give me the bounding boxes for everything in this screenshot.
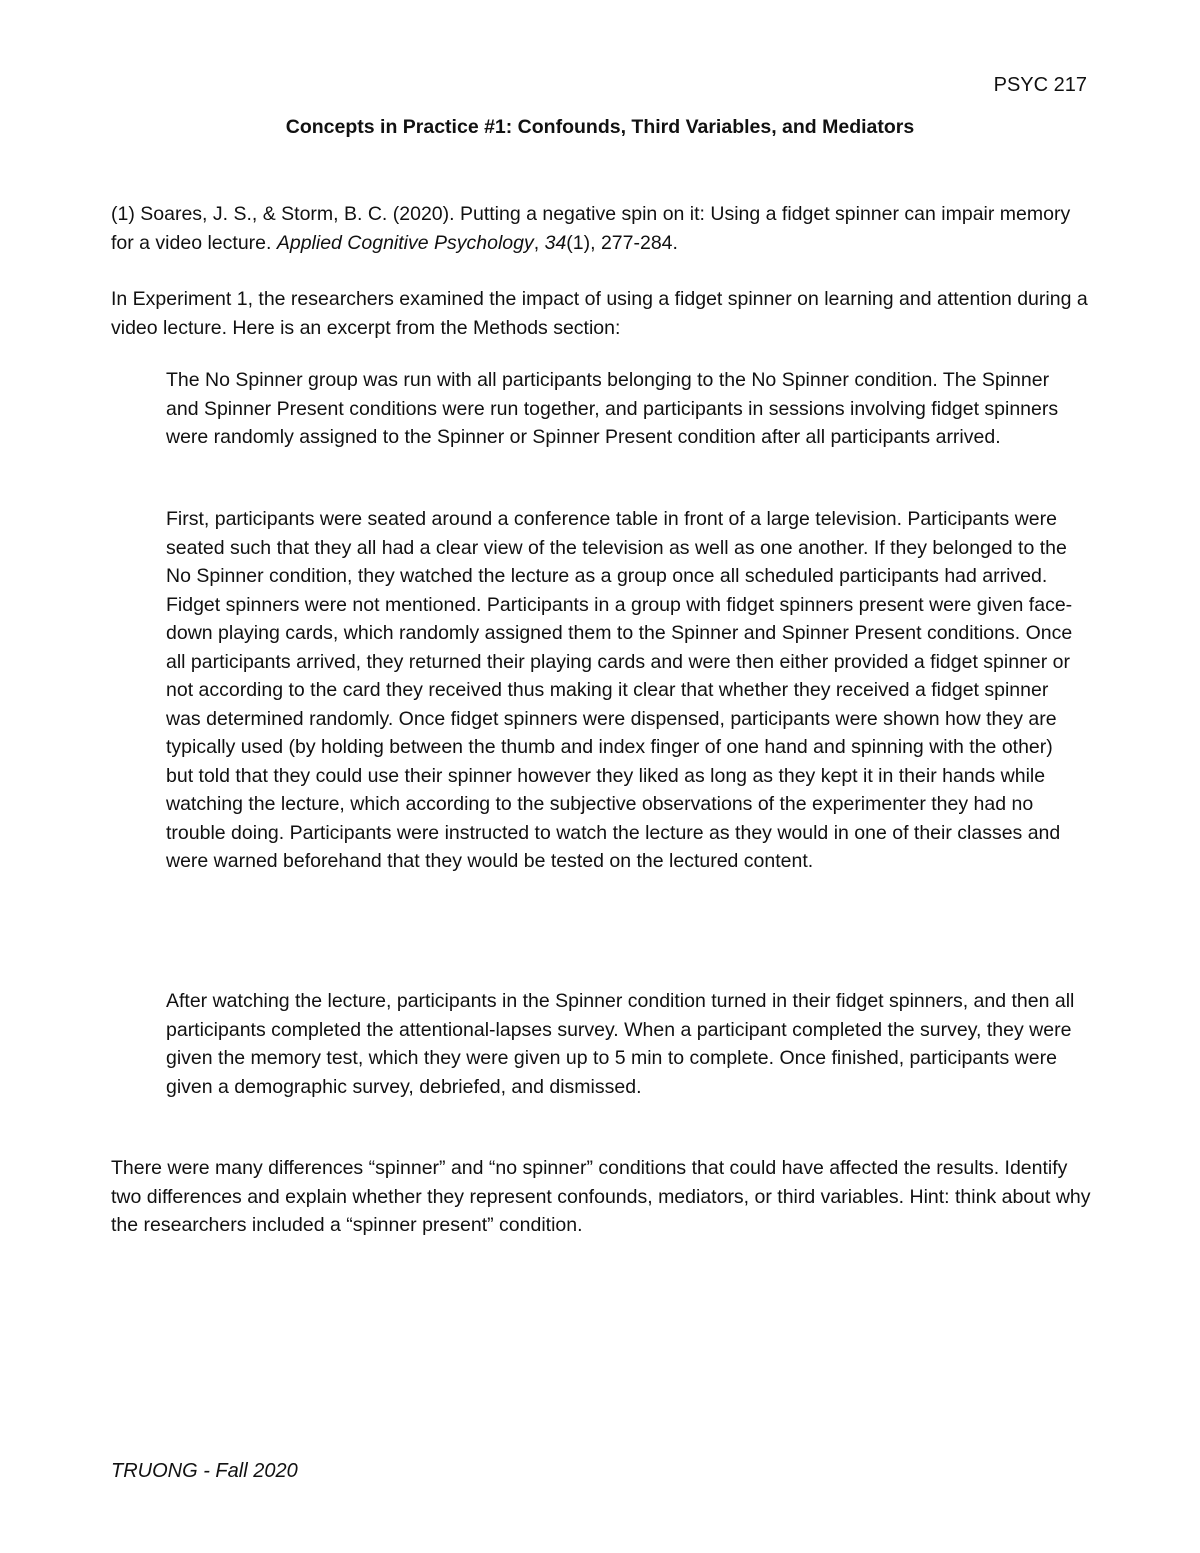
citation-volume: 34 [544, 231, 567, 254]
excerpt-paragraph-2: First, participants were seated around a conference table in front of a large television. Participants were seated such that they all had a clear view of the television as well as one another. If they belonged to the No Spinner condition, they watched the lecture as a group once all scheduled participants had arrived. Fidget spinners were not mentioned. Participants in a group with fidget spinners present were given face-down playing cards, which randomly assigned them to the Spinner and Spinner Present conditions. Once all participants arrived, they returned their playing cards and were then either provided a fidget spinner or not according to the card they received thus making it clear that whether they received a fidget spinner was determined randomly. Once fidget spinners were dispensed, participants were shown how they are typically used (by holding between the thumb and index finger of one hand and spinning with the other) but told that they could use their spinner however they liked as long as they kept it in their hands while watching the lecture, which according to the subjective observations of the experimenter they had no trouble doing. Participants were instructed to watch the lecture as they would in one of their classes and were warned beforehand that they would be tested on the lectured content. [166, 508, 1073, 872]
citation [111, 200, 1096, 257]
footer: TRUONG - Fall 2020 [111, 1460, 298, 1482]
citation-number: (1) [111, 203, 135, 225]
citation-journal: Applied Cognitive Psychology [276, 231, 534, 254]
citation-authors: Soares, J. S., & Storm, B. C. (2020). [140, 203, 455, 225]
citation-article-title: Putting a negative spin on it: Using a fidget spinner can impair memory for a video lecture. [111, 203, 1071, 254]
excerpt-paragraph-3: After watching the lecture, participants in the Spinner condition turned in their fidget spinners, and then all participants completed the attentional-lapses survey. When a participant completed the survey, they were given the memory test, which they were given up to 5 min to complete. Once finished, participants were given a demographic survey, debriefed, and dismissed. [166, 990, 1075, 1098]
citation-issue-pages: (1), 277-284. [566, 231, 678, 254]
citation-separator: , [533, 231, 540, 254]
course-code: PSYC 217 [993, 74, 1087, 96]
page-title: Concepts in Practice #1: Confounds, Third Variables, and Mediators [285, 116, 915, 138]
excerpt-paragraph-1: The No Spinner group was run with all participants belonging to the No Spinner condition. The Spinner and Spinner Present conditions were run together, and participants in sessions involving fidget spinners were randomly assigned to the Spinner or Spinner Present condition after all participants arrived. [166, 369, 1059, 448]
question-paragraph: There were many differences “spinner” and “no spinner” conditions that could have affected the results. Identify two differences and explain whether they represent confounds, mediators, or third variables. Hint: think about why the researchers included a “spinner present” condition. [111, 1157, 1091, 1236]
intro-paragraph: In Experiment 1, the researchers examined the impact of using a fidget spinner on learning and attention during a video lecture. Here is an excerpt from the Methods section: [111, 288, 1088, 339]
